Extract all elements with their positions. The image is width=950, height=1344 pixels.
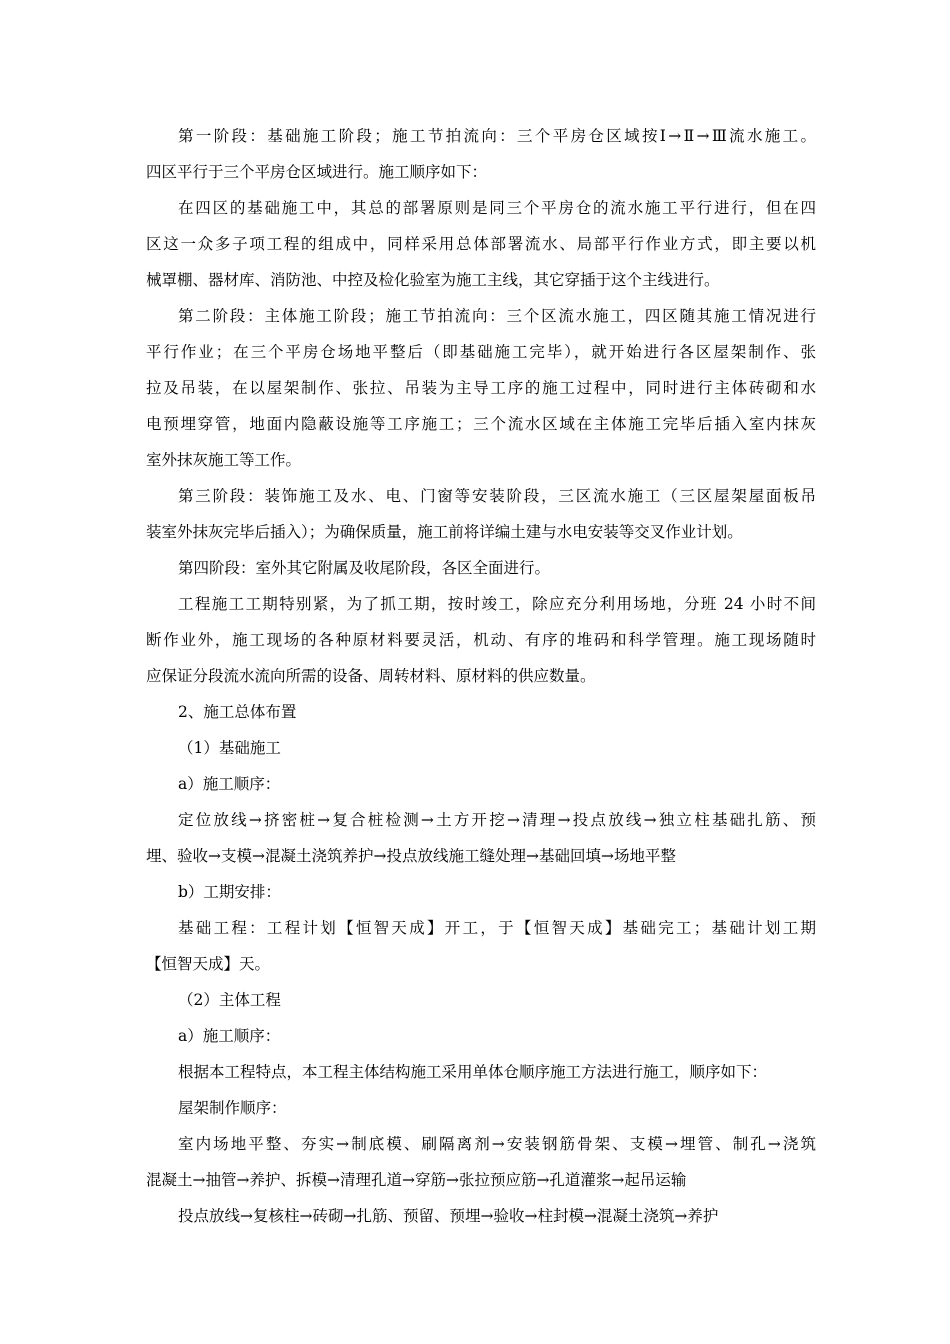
paragraph-stage1-line2: 四区平行于三个平房仓区域进行。施工顺序如下： — [146, 163, 488, 181]
paragraph-foundation-sequence-line2: 埋、验收→支模→混凝土浇筑养护→投点放线施工缝处理→基础回填→场地平整 — [146, 847, 676, 865]
paragraph-main-structure-intro: 根据本工程特点，本工程主体结构施工采用单体仓顺序施工方法进行施工，顺序如下： — [178, 1063, 768, 1081]
subsection-heading-foundation: （1）基础施工 — [178, 739, 281, 757]
paragraph-stage2-line4: 电预埋穿管，地面内隐蔽设施等工序施工；三个流水区域在主体施工完毕后插入室内抹灰 — [146, 415, 816, 433]
paragraph-schedule-line2: 断作业外，施工现场的各种原材料要灵活，机动、有序的堆码和科学管理。施工现场随时 — [146, 631, 816, 649]
paragraph-foundation-sequence-line1: 定位放线→挤密桩→复合桩检测→土方开挖→清理→投点放线→独立柱基础扎筋、预 — [178, 811, 816, 829]
paragraph-stage2-line1: 第二阶段：主体施工阶段；施工节拍流向：三个区流水施工，四区随其施工情况进行 — [178, 307, 816, 325]
paragraph-stage2-line2: 平行作业；在三个平房仓场地平整后（即基础施工完毕），就开始进行各区屋架制作、张 — [146, 343, 816, 361]
paragraph-stage2-line3: 拉及吊装，在以屋架制作、张拉、吊装为主导工序的施工过程中，同时进行主体砖砌和水 — [146, 379, 816, 397]
paragraph-truss-sequence-line1: 室内场地平整、夯实→制底模、刷隔离剂→安装钢筋骨架、支模→埋管、制孔→浇筑 — [178, 1135, 816, 1153]
section-heading-layout: 2、施工总体布置 — [178, 703, 297, 721]
item-heading-sequence-a: a）施工顺序： — [178, 775, 281, 793]
item-heading-sequence-a2: a）施工顺序： — [178, 1027, 281, 1045]
paragraph-schedule-line1: 工程施工工期特别紧，为了抓工期，按时竣工，除应充分利用场地，分班 24 小时不间 — [178, 595, 816, 613]
paragraph-schedule-line3: 应保证分段流水流向所需的设备、周转材料、原材料的供应数量。 — [146, 667, 596, 685]
paragraph-stage3-line2: 装室外抹灰完毕后插入）；为确保质量，施工前将详编土建与水电安装等交叉作业计划。 — [146, 523, 743, 541]
paragraph-stage2-line5: 室外抹灰施工等工作。 — [146, 451, 302, 469]
paragraph-column-sequence: 投点放线→复核柱→砖砌→扎筋、预留、预埋→验收→柱封模→混凝土浇筑→养护 — [178, 1207, 719, 1225]
paragraph-truss-sequence-line2: 混凝土→抽管→养护、拆模→清理孔道→穿筋→张拉预应筋→孔道灌浆→起吊运输 — [146, 1171, 687, 1189]
subsection-heading-main-structure: （2）主体工程 — [178, 991, 281, 1009]
paragraph-stage4: 第四阶段：室外其它附属及收尾阶段，各区全面进行。 — [178, 559, 551, 577]
paragraph-truss-heading: 屋架制作顺序： — [178, 1099, 287, 1117]
paragraph-zone4-line3: 械罩棚、器材库、消防池、中控及检化验室为施工主线，其它穿插于这个主线进行。 — [146, 271, 720, 289]
item-heading-duration-b: b）工期安排： — [178, 883, 281, 901]
paragraph-foundation-duration-line1: 基础工程：工程计划【恒智天成】开工，于【恒智天成】基础完工；基础计划工期 — [178, 919, 816, 937]
paragraph-zone4-line1: 在四区的基础施工中，其总的部署原则是同三个平房仓的流水施工平行进行，但在四 — [178, 199, 816, 217]
paragraph-foundation-duration-line2: 【恒智天成】天。 — [146, 955, 271, 973]
paragraph-stage3-line1: 第三阶段：装饰施工及水、电、门窗等安装阶段，三区流水施工（三区屋架屋面板吊 — [178, 487, 816, 505]
paragraph-stage1-line1: 第一阶段：基础施工阶段；施工节拍流向：三个平房仓区域按Ⅰ→Ⅱ→Ⅲ流水施工。 — [178, 127, 816, 145]
paragraph-zone4-line2: 区这一众多子项工程的组成中，同样采用总体部署流水、局部平行作业方式，即主要以机 — [146, 235, 816, 253]
